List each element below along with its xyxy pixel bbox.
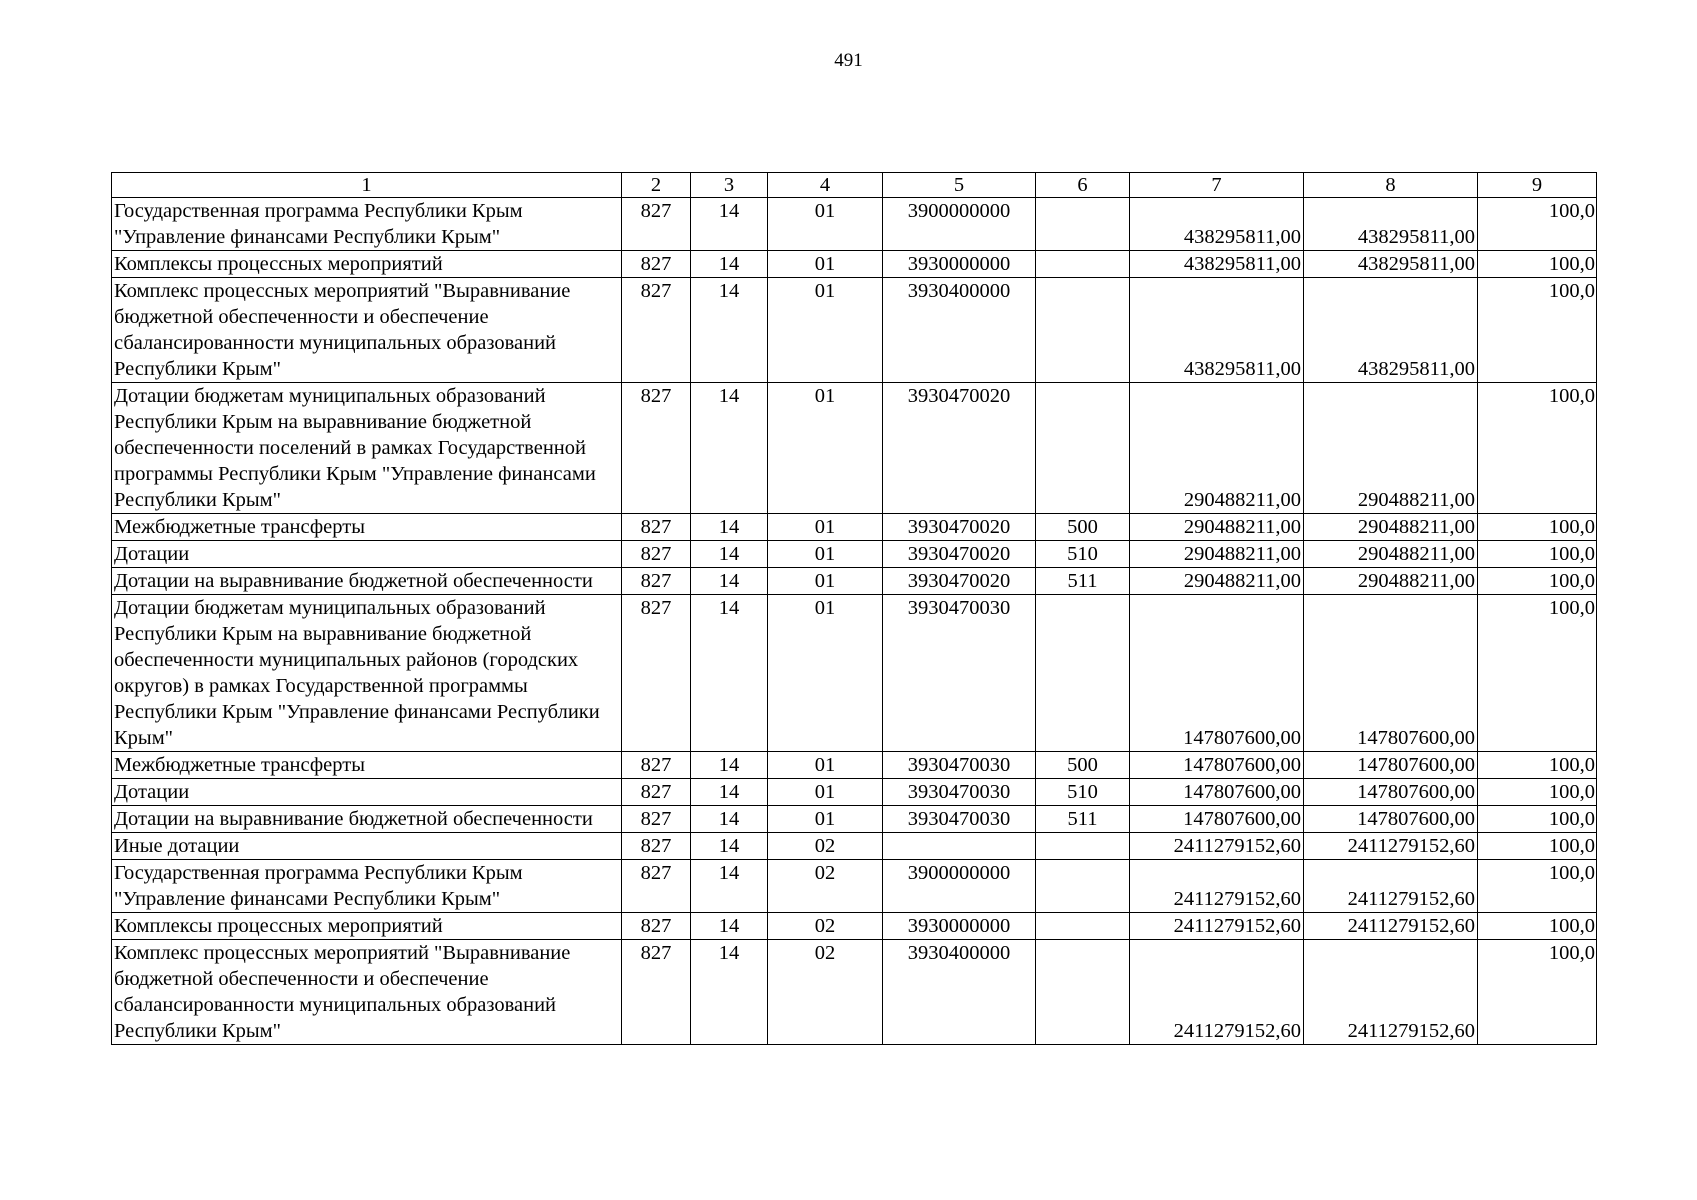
executed-amount-cell: 438295811,00 bbox=[1304, 198, 1478, 251]
table-row bbox=[112, 752, 1597, 779]
executed-amount-cell: 2411279152,60 bbox=[1304, 913, 1478, 940]
approved-amount-cell: 2411279152,60 bbox=[1130, 940, 1304, 1045]
subsection-code-cell: 02 bbox=[768, 860, 883, 913]
header-cell: 2 bbox=[622, 173, 691, 198]
target-article-cell bbox=[883, 833, 1036, 860]
expense-type-cell: 510 bbox=[1036, 541, 1130, 568]
expense-type-cell: 511 bbox=[1036, 806, 1130, 833]
table-row bbox=[112, 833, 1597, 860]
target-article-cell: 3930400000 bbox=[883, 278, 1036, 383]
executed-amount-cell: 438295811,00 bbox=[1304, 251, 1478, 278]
subsection-code-cell: 01 bbox=[768, 595, 883, 752]
approved-amount-cell: 147807600,00 bbox=[1130, 595, 1304, 752]
row-name-cell: Дотации бюджетам муниципальных образований Республики Крым на выравнивание бюджетной обеспеченности муниципальных районов (городских округов) в рамках Государственной программы Республики Крым "Управление финансами Республики Крым" bbox=[112, 595, 622, 752]
approved-amount-cell: 2411279152,60 bbox=[1130, 860, 1304, 913]
row-name-cell: Дотации bbox=[112, 541, 622, 568]
executed-amount-cell: 147807600,00 bbox=[1304, 779, 1478, 806]
admin-code-cell: 827 bbox=[622, 595, 691, 752]
approved-amount-cell: 147807600,00 bbox=[1130, 779, 1304, 806]
table-header-row bbox=[112, 173, 1597, 198]
section-code-cell: 14 bbox=[691, 568, 768, 595]
executed-amount-cell: 147807600,00 bbox=[1304, 752, 1478, 779]
row-name-cell: Комплексы процессных мероприятий bbox=[112, 913, 622, 940]
approved-amount-cell: 2411279152,60 bbox=[1130, 833, 1304, 860]
expense-type-cell: 511 bbox=[1036, 568, 1130, 595]
executed-amount-cell: 290488211,00 bbox=[1304, 541, 1478, 568]
header-cell: 6 bbox=[1036, 173, 1130, 198]
section-code-cell: 14 bbox=[691, 860, 768, 913]
subsection-code-cell: 02 bbox=[768, 940, 883, 1045]
target-article-cell: 3930470020 bbox=[883, 383, 1036, 514]
approved-amount-cell: 438295811,00 bbox=[1130, 198, 1304, 251]
subsection-code-cell: 01 bbox=[768, 278, 883, 383]
table-row bbox=[112, 251, 1597, 278]
expense-type-cell: 510 bbox=[1036, 779, 1130, 806]
expense-type-cell bbox=[1036, 940, 1130, 1045]
admin-code-cell: 827 bbox=[622, 251, 691, 278]
execution-percent-cell: 100,0 bbox=[1478, 198, 1597, 251]
executed-amount-cell: 2411279152,60 bbox=[1304, 940, 1478, 1045]
expense-type-cell bbox=[1036, 913, 1130, 940]
admin-code-cell: 827 bbox=[622, 514, 691, 541]
execution-percent-cell: 100,0 bbox=[1478, 595, 1597, 752]
row-name-cell: Государственная программа Республики Крым "Управление финансами Республики Крым" bbox=[112, 860, 622, 913]
section-code-cell: 14 bbox=[691, 198, 768, 251]
row-name-cell: Комплексы процессных мероприятий bbox=[112, 251, 622, 278]
target-article-cell: 3930470030 bbox=[883, 752, 1036, 779]
section-code-cell: 14 bbox=[691, 806, 768, 833]
table-row bbox=[112, 278, 1597, 383]
table-row bbox=[112, 913, 1597, 940]
header-cell: 5 bbox=[883, 173, 1036, 198]
row-name-cell: Дотации bbox=[112, 779, 622, 806]
header-cell: 3 bbox=[691, 173, 768, 198]
approved-amount-cell: 147807600,00 bbox=[1130, 806, 1304, 833]
execution-percent-cell: 100,0 bbox=[1478, 251, 1597, 278]
expense-type-cell bbox=[1036, 251, 1130, 278]
table-row bbox=[112, 568, 1597, 595]
table-body bbox=[112, 173, 1597, 1045]
admin-code-cell: 827 bbox=[622, 806, 691, 833]
target-article-cell: 3930470030 bbox=[883, 806, 1036, 833]
section-code-cell: 14 bbox=[691, 779, 768, 806]
section-code-cell: 14 bbox=[691, 251, 768, 278]
subsection-code-cell: 01 bbox=[768, 251, 883, 278]
target-article-cell: 3930000000 bbox=[883, 913, 1036, 940]
admin-code-cell: 827 bbox=[622, 383, 691, 514]
admin-code-cell: 827 bbox=[622, 198, 691, 251]
section-code-cell: 14 bbox=[691, 278, 768, 383]
executed-amount-cell: 2411279152,60 bbox=[1304, 833, 1478, 860]
row-name-cell: Дотации бюджетам муниципальных образований Республики Крым на выравнивание бюджетной обеспеченности поселений в рамках Государственной программы Республики Крым "Управление финансами Республики Крым" bbox=[112, 383, 622, 514]
approved-amount-cell: 438295811,00 bbox=[1130, 278, 1304, 383]
section-code-cell: 14 bbox=[691, 833, 768, 860]
section-code-cell: 14 bbox=[691, 752, 768, 779]
execution-percent-cell: 100,0 bbox=[1478, 913, 1597, 940]
expense-type-cell bbox=[1036, 198, 1130, 251]
section-code-cell: 14 bbox=[691, 514, 768, 541]
approved-amount-cell: 290488211,00 bbox=[1130, 568, 1304, 595]
table-row bbox=[112, 198, 1597, 251]
table-row bbox=[112, 595, 1597, 752]
expense-type-cell bbox=[1036, 278, 1130, 383]
executed-amount-cell: 290488211,00 bbox=[1304, 383, 1478, 514]
approved-amount-cell: 290488211,00 bbox=[1130, 383, 1304, 514]
section-code-cell: 14 bbox=[691, 595, 768, 752]
target-article-cell: 3900000000 bbox=[883, 198, 1036, 251]
approved-amount-cell: 290488211,00 bbox=[1130, 514, 1304, 541]
target-article-cell: 3930470020 bbox=[883, 514, 1036, 541]
admin-code-cell: 827 bbox=[622, 779, 691, 806]
row-name-cell: Иные дотации bbox=[112, 833, 622, 860]
executed-amount-cell: 147807600,00 bbox=[1304, 595, 1478, 752]
section-code-cell: 14 bbox=[691, 383, 768, 514]
execution-percent-cell: 100,0 bbox=[1478, 541, 1597, 568]
execution-percent-cell: 100,0 bbox=[1478, 278, 1597, 383]
executed-amount-cell: 290488211,00 bbox=[1304, 514, 1478, 541]
execution-percent-cell: 100,0 bbox=[1478, 779, 1597, 806]
admin-code-cell: 827 bbox=[622, 278, 691, 383]
admin-code-cell: 827 bbox=[622, 913, 691, 940]
subsection-code-cell: 01 bbox=[768, 514, 883, 541]
admin-code-cell: 827 bbox=[622, 940, 691, 1045]
header-cell: 9 bbox=[1478, 173, 1597, 198]
expense-type-cell bbox=[1036, 860, 1130, 913]
admin-code-cell: 827 bbox=[622, 833, 691, 860]
row-name-cell: Комплекс процессных мероприятий "Выравнивание бюджетной обеспеченности и обеспечение сбалансированности муниципальных образований Республики Крым" bbox=[112, 278, 622, 383]
table-row bbox=[112, 514, 1597, 541]
subsection-code-cell: 01 bbox=[768, 541, 883, 568]
admin-code-cell: 827 bbox=[622, 541, 691, 568]
expense-type-cell bbox=[1036, 833, 1130, 860]
execution-percent-cell: 100,0 bbox=[1478, 752, 1597, 779]
row-name-cell: Комплекс процессных мероприятий "Выравнивание бюджетной обеспеченности и обеспечение сбалансированности муниципальных образований Республики Крым" bbox=[112, 940, 622, 1045]
subsection-code-cell: 01 bbox=[768, 752, 883, 779]
subsection-code-cell: 02 bbox=[768, 833, 883, 860]
table-row bbox=[112, 541, 1597, 568]
header-cell: 7 bbox=[1130, 173, 1304, 198]
row-name-cell: Дотации на выравнивание бюджетной обеспеченности bbox=[112, 568, 622, 595]
target-article-cell: 3930470030 bbox=[883, 595, 1036, 752]
approved-amount-cell: 290488211,00 bbox=[1130, 541, 1304, 568]
subsection-code-cell: 02 bbox=[768, 913, 883, 940]
page-number: 491 bbox=[834, 50, 863, 71]
row-name-cell: Дотации на выравнивание бюджетной обеспеченности bbox=[112, 806, 622, 833]
table-row bbox=[112, 940, 1597, 1045]
header-cell: 4 bbox=[768, 173, 883, 198]
section-code-cell: 14 bbox=[691, 541, 768, 568]
execution-percent-cell: 100,0 bbox=[1478, 806, 1597, 833]
target-article-cell: 3930000000 bbox=[883, 251, 1036, 278]
subsection-code-cell: 01 bbox=[768, 806, 883, 833]
admin-code-cell: 827 bbox=[622, 752, 691, 779]
target-article-cell: 3900000000 bbox=[883, 860, 1036, 913]
expense-type-cell: 500 bbox=[1036, 752, 1130, 779]
table-row bbox=[112, 860, 1597, 913]
expense-type-cell: 500 bbox=[1036, 514, 1130, 541]
subsection-code-cell: 01 bbox=[768, 568, 883, 595]
execution-percent-cell: 100,0 bbox=[1478, 383, 1597, 514]
section-code-cell: 14 bbox=[691, 913, 768, 940]
table-row bbox=[112, 779, 1597, 806]
executed-amount-cell: 147807600,00 bbox=[1304, 806, 1478, 833]
table-row bbox=[112, 383, 1597, 514]
target-article-cell: 3930400000 bbox=[883, 940, 1036, 1045]
row-name-cell: Государственная программа Республики Крым "Управление финансами Республики Крым" bbox=[112, 198, 622, 251]
executed-amount-cell: 290488211,00 bbox=[1304, 568, 1478, 595]
execution-percent-cell: 100,0 bbox=[1478, 514, 1597, 541]
row-name-cell: Межбюджетные трансферты bbox=[112, 514, 622, 541]
target-article-cell: 3930470020 bbox=[883, 541, 1036, 568]
budget-table bbox=[111, 172, 1597, 1045]
execution-percent-cell: 100,0 bbox=[1478, 833, 1597, 860]
admin-code-cell: 827 bbox=[622, 568, 691, 595]
target-article-cell: 3930470020 bbox=[883, 568, 1036, 595]
executed-amount-cell: 2411279152,60 bbox=[1304, 860, 1478, 913]
header-cell: 8 bbox=[1304, 173, 1478, 198]
approved-amount-cell: 2411279152,60 bbox=[1130, 913, 1304, 940]
header-cell: 1 bbox=[112, 173, 622, 198]
row-name-cell: Межбюджетные трансферты bbox=[112, 752, 622, 779]
execution-percent-cell: 100,0 bbox=[1478, 568, 1597, 595]
execution-percent-cell: 100,0 bbox=[1478, 940, 1597, 1045]
subsection-code-cell: 01 bbox=[768, 779, 883, 806]
executed-amount-cell: 438295811,00 bbox=[1304, 278, 1478, 383]
expense-type-cell bbox=[1036, 383, 1130, 514]
expense-type-cell bbox=[1036, 595, 1130, 752]
subsection-code-cell: 01 bbox=[768, 383, 883, 514]
approved-amount-cell: 438295811,00 bbox=[1130, 251, 1304, 278]
table-row bbox=[112, 806, 1597, 833]
approved-amount-cell: 147807600,00 bbox=[1130, 752, 1304, 779]
target-article-cell: 3930470030 bbox=[883, 779, 1036, 806]
execution-percent-cell: 100,0 bbox=[1478, 860, 1597, 913]
section-code-cell: 14 bbox=[691, 940, 768, 1045]
admin-code-cell: 827 bbox=[622, 860, 691, 913]
subsection-code-cell: 01 bbox=[768, 198, 883, 251]
